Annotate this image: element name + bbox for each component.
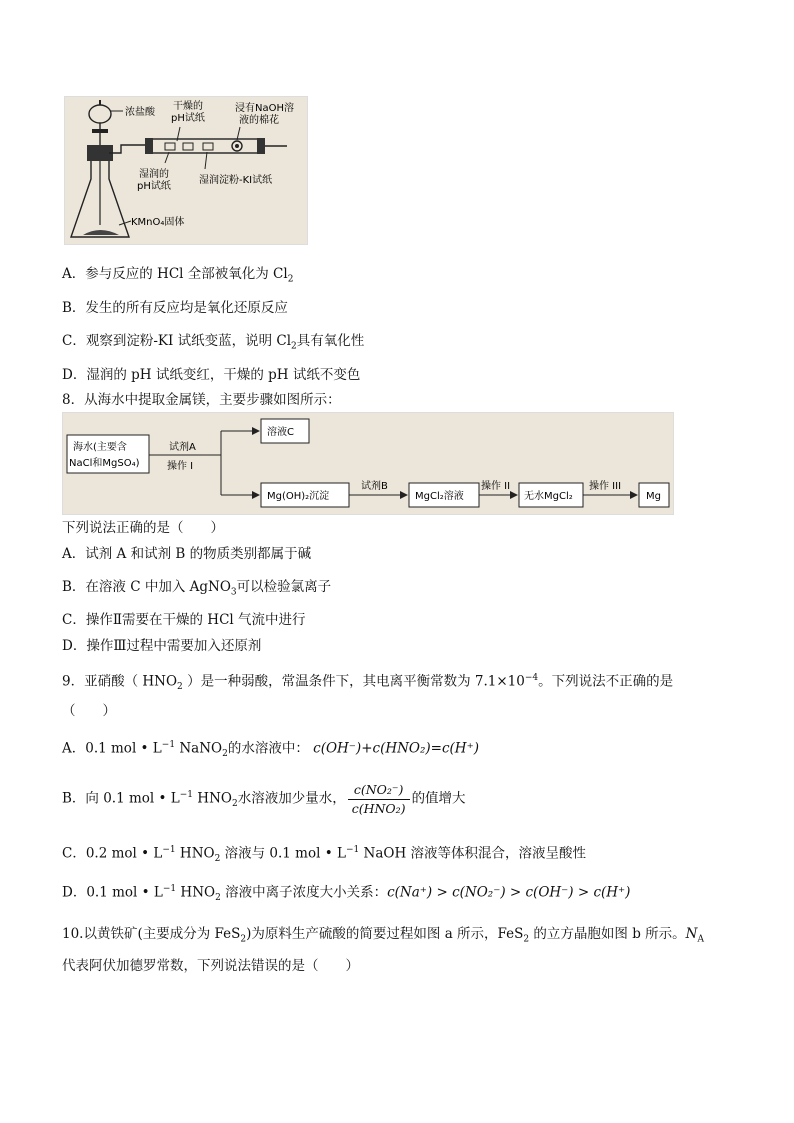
label-dry-ph: 干燥的: [173, 101, 203, 112]
flow-mg: Mg: [646, 491, 661, 502]
label-naoh-cotton: 浸有NaOH溶: [235, 103, 294, 114]
label-wet-starch: 湿润淀粉-KI试纸: [199, 175, 273, 186]
q9-option-b: B．向 0.1 mol • $L^{-1}$ $HNO_2$水溶液加少量水， $\frac{\text{c(NO₂⁻)}}{\text{c(HNO₂)}}$ 的值增大: [62, 781, 466, 816]
q8-option-a: A．试剂 A 和试剂 B 的物质类别都属于碱: [62, 546, 312, 562]
q9-stem: 9．亚硝酸（ $HNO_2$ ）是一种弱酸，常温条件下，其电离平衡常数为 $7.1\times 10^{-4}$。下列说法不正确的是: [62, 673, 674, 693]
flow-reagent-a: 试剂A: [169, 442, 196, 453]
q7-option-b: B．发生的所有反应均是氧化还原反应: [62, 300, 288, 316]
q9-a-equation: c(OH⁻)+c(HNO₂)=c(H⁺): [313, 740, 479, 757]
q8-option-b: B．在溶液 C 中加入 AgNO$_3$可以检验氯离子: [62, 579, 332, 598]
q8-option-c: C．操作Ⅱ需要在干燥的 HCl 气流中进行: [62, 612, 306, 628]
q9-option-d: D．0.1 mol • $L^{-1}$ $HNO_2$ 溶液中离子浓度大小关系：c(Na⁺) > c(NO₂⁻) > c(OH⁻) > c(H⁺): [62, 884, 631, 904]
q9-option-a: A．0.1 mol • $L^{-1}$ NaNO$_2$的水溶液中： c(OH⁻)+c(HNO₂)=c(H⁺): [62, 740, 479, 760]
flow-anhydrous: 无水MgCl₂: [524, 491, 573, 502]
q8-stem: 8．从海水中提取金属镁，主要步骤如图所示：: [62, 392, 341, 408]
flow-op-2: 操作 II: [481, 481, 511, 492]
flow-mgoh2: Mg(OH)₂沉淀: [267, 491, 330, 502]
q9-d-equation: c(Na⁺) > c(NO₂⁻) > c(OH⁻) > c(H⁺): [387, 884, 631, 901]
q7-option-a: A．参与反应的 HCl 全部被氧化为 $Cl_2$: [62, 266, 294, 285]
flow-seawater-2: NaCl和MgSO₄): [69, 458, 140, 469]
flow-solution-c: 溶液C: [267, 427, 294, 438]
flow-op-1: 操作 I: [167, 461, 194, 472]
q7-option-c: C．观察到淀粉-KI 试纸变蓝，说明 $Cl_2$具有氧化性: [62, 333, 365, 352]
q10-line-2: 代表阿伏加德罗常数，下列说法错误的是（ ）: [62, 958, 359, 974]
label-dry-ph-2: pH试纸: [171, 113, 205, 124]
flow-seawater-1: 海水(主要含: [73, 442, 127, 453]
apparatus-figure: [64, 96, 308, 245]
q7-option-d: D．湿润的 pH 试纸变红，干燥的 pH 试纸不变色: [62, 367, 361, 383]
flow-reagent-b: 试剂B: [361, 481, 388, 492]
q10-line-1: 10.以黄铁矿(主要成分为 FeS$_2$)为原料生产硫酸的简要过程如图 a 所示，FeS$_2$ 的立方晶胞如图 b 所示。$N_A$: [62, 926, 704, 945]
q8-option-d: D．操作Ⅲ过程中需要加入还原剂: [62, 638, 262, 654]
label-wet-ph: 湿润的: [139, 169, 169, 180]
q9-option-c: C．0.2 mol • $L^{-1}$ $HNO_2$ 溶液与 0.1 mol • $L^{-1}$ NaOH 溶液等体积混合，溶液呈酸性: [62, 845, 587, 865]
magnesium-flowchart: [62, 412, 674, 515]
q9-b-fraction: $\frac{\text{c(NO₂⁻)}}{\text{c(HNO₂)}}$: [348, 781, 410, 818]
label-conc-hcl: 浓盐酸: [125, 107, 155, 118]
na-symbol: N: [685, 926, 698, 942]
q8-question: 下列说法正确的是（ ）: [62, 520, 224, 536]
q9-paren: （ ）: [62, 703, 116, 719]
label-kmno4: KMnO₄固体: [131, 217, 185, 228]
flow-op-3: 操作 III: [589, 481, 622, 492]
flow-mgcl2-sol: MgCl₂溶液: [415, 491, 464, 502]
label-wet-ph-2: pH试纸: [137, 181, 171, 192]
label-naoh-cotton-2: 液的棉花: [239, 115, 279, 126]
